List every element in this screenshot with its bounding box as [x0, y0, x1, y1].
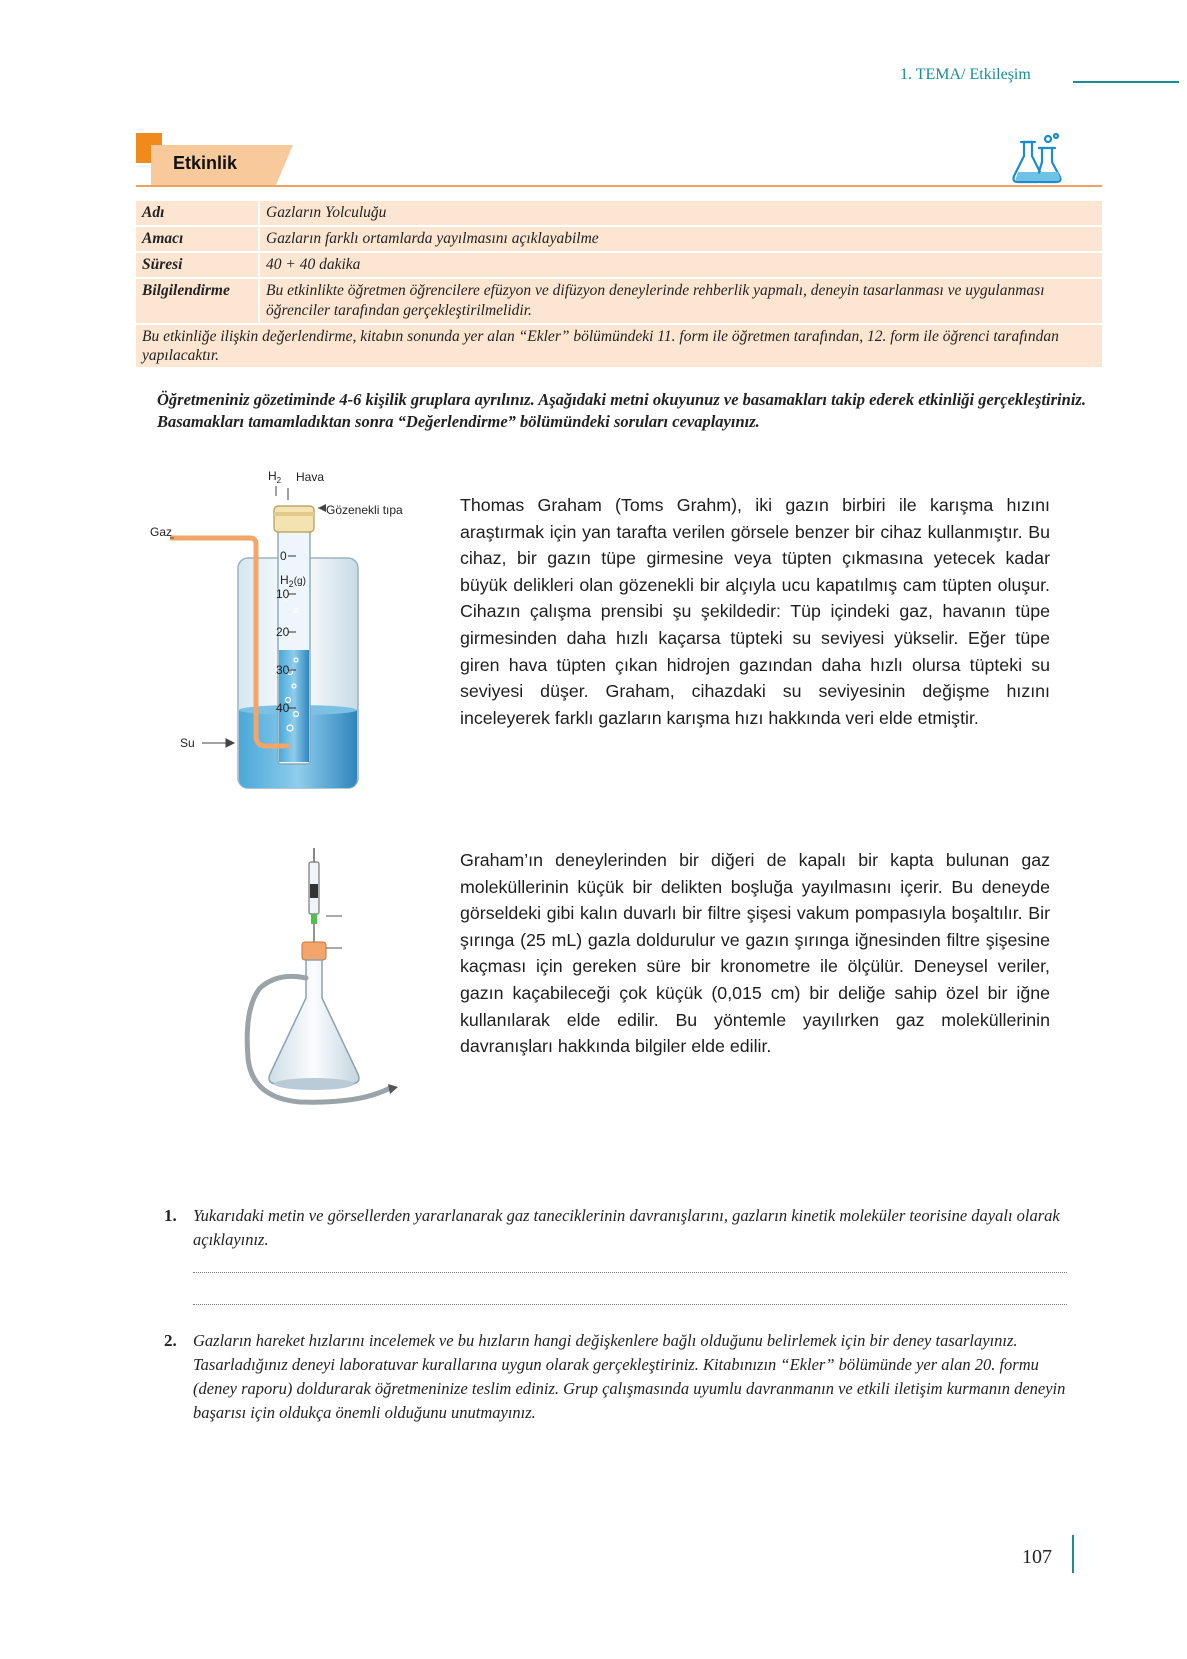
lab-flask-icon: [1010, 132, 1066, 186]
paragraph-graham-device: Thomas Graham (Toms Grahm), iki gazın birbiri ile karışma hızını araştırmak için yan tarafta verilen görsele benzer bir cihaz kullanmıştır. Bu cihaz, bir gazın tüpe girmesine veya tüpten çıkmasına yetecek kadar büyük delikleri olan gözenekli bir alçıyla ucu kapatılmış cam tüpten oluşur. Cihazın çalışma prensibi şu şekildedir: Tüp içindeki gaz, havanın tüpe girmesinden daha hızlı kaçarsa tüpteki su seviyesi yükselir. Eğer tüpe giren hava tüpten çıkan hidrojen gazından daha hızlı olursa tüpteki su seviyesi düşer. Graham, cihazdaki su seviyesinin değişme hızını inceleyerek farklı gazların karışma hızı hakkında veri elde etmiştir.: [460, 495, 1050, 728]
page-number: 107: [1022, 1546, 1052, 1568]
header-title: 1. TEMA/ Etkileşim: [900, 66, 1031, 83]
row-key: Süresi: [136, 253, 260, 277]
fig1-label-h2g: $H_2^{(g)}$: [280, 573, 306, 589]
table-row: [136, 325, 1102, 367]
question-text: Gazların hareket hızlarını incelemek ve bu hızların hangi değişkenlere bağlı olduğunu belirlemek için bir deney tasarlayınız. Tasarladığınız deneyi laboratuvar kurallarına uygun olarak gerçekleştiriniz. Kitabınızın “Ekler” bölümünde yer alan 20. formu (deney raporu) doldurarak öğretmeninize teslim ediniz. Grup çalışmasında uyumlu davranmanın ve etkili iletişim kurmanın deneyin başarısı için oldukça önemli olduğunu unutmayınız.: [193, 1331, 1066, 1422]
graham-diffusion-apparatus-figure: [150, 469, 440, 808]
answer-line[interactable]: [193, 1304, 1067, 1305]
fig1-scale-30: 30: [276, 663, 290, 677]
fig1-label-porous-plug: Gözenekli tıpa: [326, 503, 403, 517]
answer-line[interactable]: [193, 1272, 1067, 1273]
fig1-label-gaz: Gaz: [150, 525, 173, 539]
syringe-filter-flask-figure: [240, 848, 420, 1116]
row-value: Gazların farklı ortamlarda yayılmasını açıklayabilme: [260, 227, 1102, 251]
row-value: Gazların Yolculuğu: [260, 201, 1102, 225]
instruction-text: Öğretmeniniz gözetiminde 4-6 kişilik gruplara ayrılınız. Aşağıdaki metni okuyunuz ve basamakları takip ederek etkinliği gerçekleştiriniz. Basamakları tamamladıktan sonra “Değerlendirme” bölümündeki soruları cevaplayınız.: [157, 390, 1086, 431]
table-row: [136, 201, 1102, 225]
fig1-scale-10: 10: [276, 587, 290, 601]
table-row: [136, 279, 1102, 323]
table-row: [136, 227, 1102, 251]
row-key: Bilgilendirme: [136, 279, 260, 323]
question-text: Yukarıdaki metin ve görsellerden yararlanarak gaz taneciklerinin davranışlarını, gazların kinetik moleküler teorisine dayalı olarak açıklayınız.: [193, 1206, 1060, 1249]
row-value: Bu etkinlikte öğretmen öğrencilere efüzyon ve difüzyon deneylerinde rehberlik yapmalı, deneyin tasarlanması ve uygulanması öğrenciler tarafından gerçekleştirilmelidir.: [260, 279, 1102, 323]
row-key: Adı: [136, 201, 260, 225]
row-key: Amacı: [136, 227, 260, 251]
fig1-scale-0: 0: [280, 549, 287, 563]
row-value: 40 + 40 dakika: [260, 253, 1102, 277]
footer-rule: [1072, 1535, 1074, 1573]
fig1-label-h2: $H_2$: [268, 469, 282, 485]
evaluation-note: Bu etkinliğe ilişkin değerlendirme, kitabın sonunda yer alan “Ekler” bölümündeki 11. form ile öğretmen tarafından, 12. form ile öğrenci tarafından yapılacaktır.: [136, 325, 1102, 367]
table-row: [136, 253, 1102, 277]
question-number: 2.: [164, 1331, 177, 1350]
fig1-label-su: Su: [180, 736, 195, 750]
banner-label: Etkinlik: [173, 153, 238, 173]
fig1-scale-20: 20: [276, 625, 290, 639]
paragraph-effusion-experiment: Graham’ın deneylerinden bir diğeri de kapalı bir kapta bulunan gaz moleküllerinin küçük bir delikten boşluğa yayılmasını içerir. Bu deneyde görseldeki gibi kalın duvarlı bir filtre şişesi vakum pompasıyla boşaltılır. Bir şırınga (25 mL) gazla doldurulur ve gazın şırınga iğnesinden filtre şişesine kaçması için gereken süre bir kronometre ile ölçülür. Deneysel veriler, gazın kaçabileceği çok küçük (0,015 cm) bir deliğe sahip özel bir iğne kullanılarak elde edilir. Bu yöntemle yayılırken gaz moleküllerinin davranışları hakkında bilgiler elde edilir.: [460, 850, 1050, 1057]
question-number: 1.: [164, 1206, 177, 1225]
fig1-label-hava: Hava: [296, 470, 325, 484]
activity-info-table: [136, 199, 1102, 369]
banner-rule: [136, 185, 1102, 187]
fig1-scale-40: 40: [276, 701, 290, 715]
header-rule: [1073, 81, 1179, 83]
